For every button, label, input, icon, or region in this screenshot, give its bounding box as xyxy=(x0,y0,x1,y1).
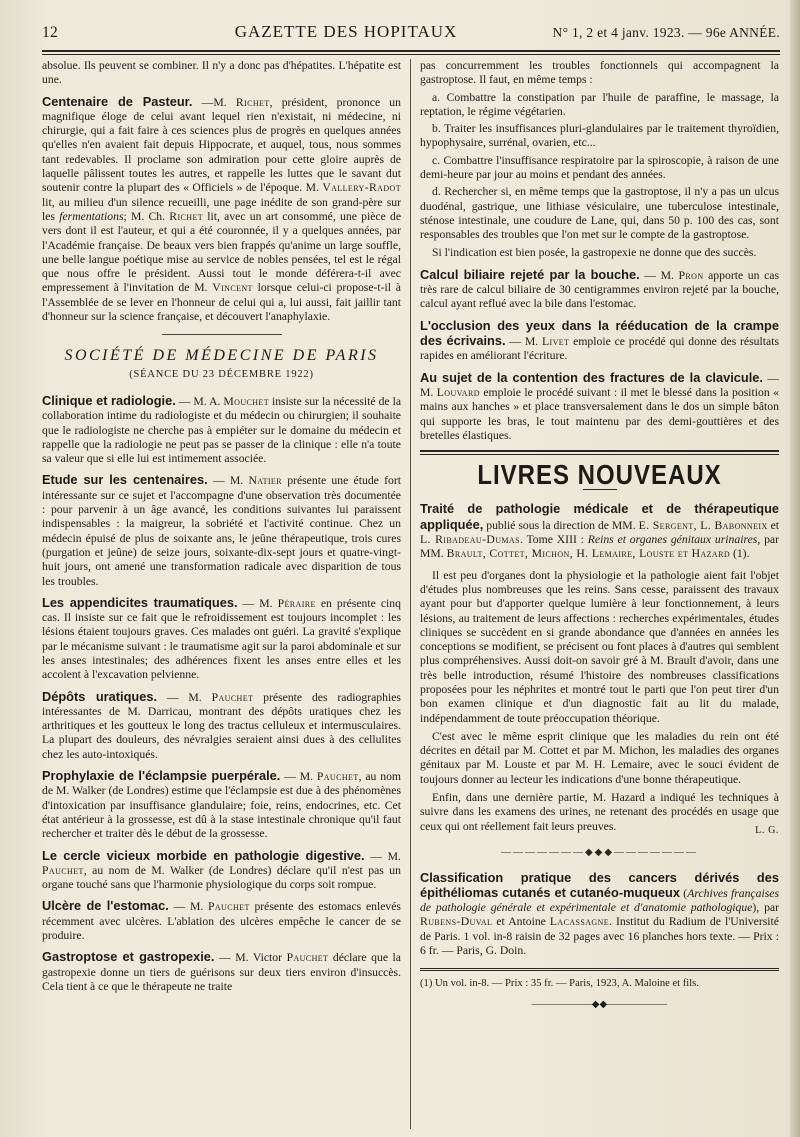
article-heading: Gastroptose et gastropexie. xyxy=(42,949,215,965)
page-header xyxy=(42,22,780,42)
indication-paragraph: Si l'indication est bien posée, la gastropexie ne donne que des succès. xyxy=(432,245,757,259)
article-centenaires: Etude sur les centenaires. — M. Natier présente une étude fort intéressante sur ce sujet et l'accompagne d'une observation très documentée : pour parvenir à un âge avancé, les conditions suivantes lui paraissent indispensables : la maigreur, la sobriété et l'activité continue. Chez un médecin épuisé de plus de soixante ans, le jeûne thérapeutique, trois cures (purgation et jeûne) de seize jours, soixante-dix-sept jours et quatre-vingt-huit jours, ont amené une transformation radicale avec disparition de tous les troubles. xyxy=(42,472,402,588)
article-calcul: Calcul biliaire rejeté par la bouche. — M. Pron apporte un cas très rare de calcul biliaire de 30 centigrammes environ rejeté par la bouche, calcul ayant reflué avec la bile dans l'estomac. xyxy=(420,266,779,311)
article-heading: Dépôts uratiques. xyxy=(42,688,158,704)
person-name: Péraire xyxy=(277,596,316,610)
reviewer-signature: L. G. xyxy=(755,824,779,836)
session-date: (SÉANCE DU 23 DÉCEMBRE 1922) xyxy=(129,368,314,380)
review-paragraph: C'est avec le même esprit clinique que les maladies du rein ont été décrites en détail par M. Cottet et par M. Michon, les maladies des organes génitaux par M. Louste et par M. H. Lemaire, avec le souci évident de toujours donner au lecteur les indications d'une bonne thérapeutique. xyxy=(420,729,779,786)
book-title: Classification pratique des cancers dérivés des épithéliomas cutanés et cutanéo-muqueux xyxy=(420,869,779,900)
person-name: Pron xyxy=(678,268,704,282)
list-item: b. Traiter les insuffisances pluri-glandulaires par le traitement thyroïdien, hypophysaire, surrénal, ovarien, etc... xyxy=(420,122,779,150)
person-name: Louvard xyxy=(436,385,480,399)
article-pasteur: Centenaire de Pasteur. —M. Richet, président, prononce un magnifique éloge de celui avant lequel rien n'existait, ni médecine, ni chirurgie, qui a fait faire à ces sciences plus de progrès en quelques années qu'elles n'en avaient fait depuis Hippocrate, et auquel, tous, nous sommes tant redevables. Il proclame son admiration pour cette gloire auprès de laquelle pâlissent toutes les autres, et rappelle les luttes que le savant dut soutenir contre la plupart des « Officiels » de l'époque. M. Vallery-Radot lit, au milieu d'un silence recueilli, une page inédite de son grand-père sur les fermentations; M. Ch. Richet lit, avec un art consommé, une pièce de vers dont il est l'auteur, et qui a été couronnée, il y a quelques années, par l'Académie française. De beaux vers bien frappés qu'anime un large souffle, une belle langue poétique mise au service de nobles pensées, tel est le régal que nous offre le président. Aussi tout le monde déférera-t-il avec empressement à l'invitation de M. Vincent lorsque celui-ci propose-t-il à l'Assemblée de se lever en l'honneur de celui qui a, lui aussi, fait jaillir tant d'honneur sur la science française, et découvert l'anaphylaxie. xyxy=(42,93,402,324)
person-name: Pauchet xyxy=(211,690,254,704)
article-heading: Centenaire de Pasteur. xyxy=(42,93,193,109)
person-name: L. Ribadeau-Dumas xyxy=(420,533,520,547)
article-heading: Les appendicites traumatiques. xyxy=(42,594,238,610)
section-title-livres: LIVRES NOUVEAUX xyxy=(477,460,722,492)
review-paragraph: Il est peu d'organes dont la physiologie et la pathologie aient fait l'objet d'études plus nombreuses que les reins. Sans cesse, paraissent des travaux ayant pour but d'apporter quelque lumière à leur fonctionnement, à leurs lésions, au traitement de leurs affections : recherches expérimentales, études cliniques se succèdent en si grande abondance que d'années en années les conceptions se modifient, se précisent ou font places à d'autres qui semblent plus compréhensives. Aussi doit-on savoir gré à M. Brault d'avoir, dans une très belle introduction, résumé l'histoire des nombreuses classifications proposées pour les néphrites et montré tout le parti que l'on peut tirer d'un bon examen clinique et d'un diagnostic fait au lit du malade, indépendamment de toute préoccupation théorique. xyxy=(420,568,779,725)
person-name: Richet xyxy=(169,209,204,223)
book-title: Traité de pathologie médicale et de thérapeutique appliquée, xyxy=(420,501,779,532)
article-heading: Prophylaxie de l'éclampsie puerpérale. xyxy=(42,768,281,784)
person-name: Pauchet xyxy=(286,951,329,965)
person-name: Lacassagne xyxy=(549,915,610,929)
article-depots: Dépôts uratiques. — M. Pauchet présente des radiographies intéressantes de M. Darricau, montrant des dépôts uratiques chez les arthritiques et les goutteux le long des tractus celluleux et intermusculaires. La plupart des douleurs, des névralgies seraient ainsi dues à des cellulites chez les auto-intoxiqués. xyxy=(42,688,401,761)
right-column xyxy=(410,59,779,1129)
footnote-rule xyxy=(420,968,779,971)
person-name: Pauchet xyxy=(207,900,250,914)
end-ornament: ——————◆◆—————— xyxy=(531,999,668,1011)
article-clinique: Clinique et radiologie. — M. A. Mouchet insiste sur la nécessité de la collaboration intime du radiologiste et du médecin ou chirurgien; il souhaite que le radiologiste ne cherche pas à empiéter sur le domaine du médecin et rappelle que la radiologie ne peut pas se passer de la clinique : elle n'a toute sa valeur que si elle lui est intimement associée. xyxy=(42,392,402,466)
columns xyxy=(42,59,780,1129)
section-rule xyxy=(420,450,779,455)
footnote: (1) Un vol. in-8. — Prix : 35 fr. — Paris, 1923, A. Maloine et fils. xyxy=(420,978,699,990)
article-heading: Clinique et radiologie. xyxy=(42,392,176,408)
person-name: Pauchet xyxy=(42,863,84,877)
article-gastroptose: Gastroptose et gastropexie. — M. Victor Pauchet déclare que la gastropexie donne un tiers de guérisons sur deux tiers environ d'insuccès. Cela tient à ce que le thérapeute ne traite xyxy=(42,949,401,993)
person-name: Livet xyxy=(541,335,570,349)
page-edge xyxy=(790,0,800,1137)
list-item: c. Combattre l'insuffisance respiratoire par la spiroscopie, à raison de une demi-heure par jour au moins et pendant des années. xyxy=(420,153,779,182)
person-name: Mouchet xyxy=(223,394,269,408)
article-heading: Calcul biliaire rejeté par la bouche. xyxy=(420,266,640,282)
continuation-paragraph: pas concurremment les troubles fonctionnels qui accompagnent la gastroptose. Il faut, en même temps : xyxy=(420,59,779,87)
person-name: Vallery-Radot xyxy=(322,181,401,195)
article-heading: Ulcère de l'estomac. xyxy=(42,898,169,914)
society-title: SOCIÉTÉ DE MÉDECINE DE PARIS xyxy=(64,347,379,365)
header-rule xyxy=(42,50,780,55)
person-name: Rubens-Duval xyxy=(420,915,493,929)
article-ulcere: Ulcère de l'estomac. — M. Pauchet présente des estomacs enlevés récemment avec ulcères. L'ablation des ulcères empêche le cancer de se produire. xyxy=(42,898,401,943)
list-item: a. Combattre la constipation par l'huile de paraffine, le massage, la reptation, le régime végétarien. xyxy=(420,90,779,118)
article-heading: Au sujet de la contention des fractures de la clavicule. xyxy=(420,369,763,385)
issue-info: N° 1, 2 et 4 janv. 1923. — 96e ANNÉE. xyxy=(552,25,780,40)
article-cercle: Le cercle vicieux morbide en pathologie digestive. — M. Pauchet, au nom de M. Walker (de Londres) déclare qu'il n'est pas un organe touché sans que l'harmonie physiologique du corps soit rompue. xyxy=(42,847,401,892)
article-eclampsie: Prophylaxie de l'éclampsie puerpérale. — M. Pauchet, au nom de M. Walker (de Londres) estime que l'éclampsie est due à des phénomènes d'intoxication par insuffisance glandulaire; foie, reins, endocrines, etc. Cet état antérieur à la grossesse, est dû à la stase intestinale chronique qu'il faut rechercher et traiter dès le début de la grossesse. xyxy=(42,768,402,841)
italic-term: Archives françaises de pathologie générale et expérimentale et d'anatomie pathologique xyxy=(420,886,779,915)
article-occlusion: L'occlusion des yeux dans la rééducation de la crampe des écrivains. — M. Livet emploie ce procédé qui donne des résultats rapides en améliorant l'écriture. xyxy=(420,317,779,363)
page-number: 12 xyxy=(42,24,59,41)
person-name: Richet xyxy=(235,95,270,109)
review-paragraph: Enfin, dans une dernière partie, M. Hazard a indiqué les techniques à suivre dans les examens des urines, ne retenant des procédés en usage que ceux qui ont réellement fait leurs preuves. xyxy=(420,791,779,833)
book-entry-classification: Classification pratique des cancers dérivés des épithéliomas cutanés et cutanéo-muqueux (Archives françaises de pathologie générale et expérimentale et d'anatomie pathologique), par Rubens-Duval et Antoine Lacassagne. Institut du Radium de l'Université de Paris. 1 vol. in-8 raisin de 32 pages avec 16 planches hors texte. — Prix : 6 fr. — Paris, G. Doin. xyxy=(420,869,779,958)
article-clavicule: Au sujet de la contention des fractures de la clavicule. — M. Louvard emploie le procédé suivant : il met le blessé dans la position « mains aux hanches » et place transversalement dans le dos un simple bâton qui supporte les bras, le tout maintenu par des demi-gouttières et des bretelles élastiques. xyxy=(420,369,779,442)
person-name: Natier xyxy=(248,474,282,488)
list-item: d. Rechercher si, en même temps que la gastroptose, il n'y a pas un ulcus duodénal, gastrique, une lithiase vésiculaire, une tuberculose intestinale, sténose intestinale, une coudure de Lane, qui, dans 50 p. 100 des cas, sont responsables des troubles que l'on met sur le compte de la gastroptose. xyxy=(420,185,779,242)
ornament-divider: ———————◆◆◆——————— xyxy=(500,847,699,859)
person-name: Vincent xyxy=(212,281,253,295)
person-name: Brault, Cottet, Michon, H. Lemaire, Louste et Hazard xyxy=(446,547,731,561)
article-heading: L'occlusion des yeux dans la rééducation de la crampe des écrivains. xyxy=(420,317,779,349)
italic-term: fermentations xyxy=(59,209,124,223)
article-heading: Le cercle vicieux morbide en pathologie digestive. xyxy=(42,847,365,863)
person-name: Pauchet xyxy=(316,770,359,784)
article-appendicites: Les appendicites traumatiques. — M. Péraire en présente cinq cas. Il insiste sur ce fait que le refroidissement est toujours incomplet : les lésions étaient toujours graves. Ces malades ont guéri. La gravité s'explique par le mécanisme suivant : le traumatisme agit sur la paroi abdominale et sur les anses intestinales; des adhérences fixent les anses entre elles et les accolent à l'excavation pelvienne. xyxy=(42,594,401,682)
section-divider xyxy=(162,334,282,335)
article-heading: Etude sur les centenaires. xyxy=(42,472,208,488)
person-name: E. Sergent, L. Babonneix xyxy=(638,518,768,532)
left-column xyxy=(42,59,410,1129)
italic-term: Reins et organes génitaux urinaires xyxy=(587,533,758,547)
journal-title: GAZETTE DES HOPITAUX xyxy=(234,22,458,41)
intro-paragraph: absolue. Ils peuvent se combiner. Il n'y a donc pas d'hépatites. L'hépatite est une. xyxy=(42,59,401,87)
book-entry-traite: Traité de pathologie médicale et de thérapeutique appliquée, publié sous la direction de MM. E. Sergent, L. Babonneix et L. Ribadeau-Dumas. Tome XIII : Reins et organes génitaux urinaires, par MM. Brault, Cottet, Michon, H. Lemaire, Louste et Hazard (1). xyxy=(420,501,779,561)
